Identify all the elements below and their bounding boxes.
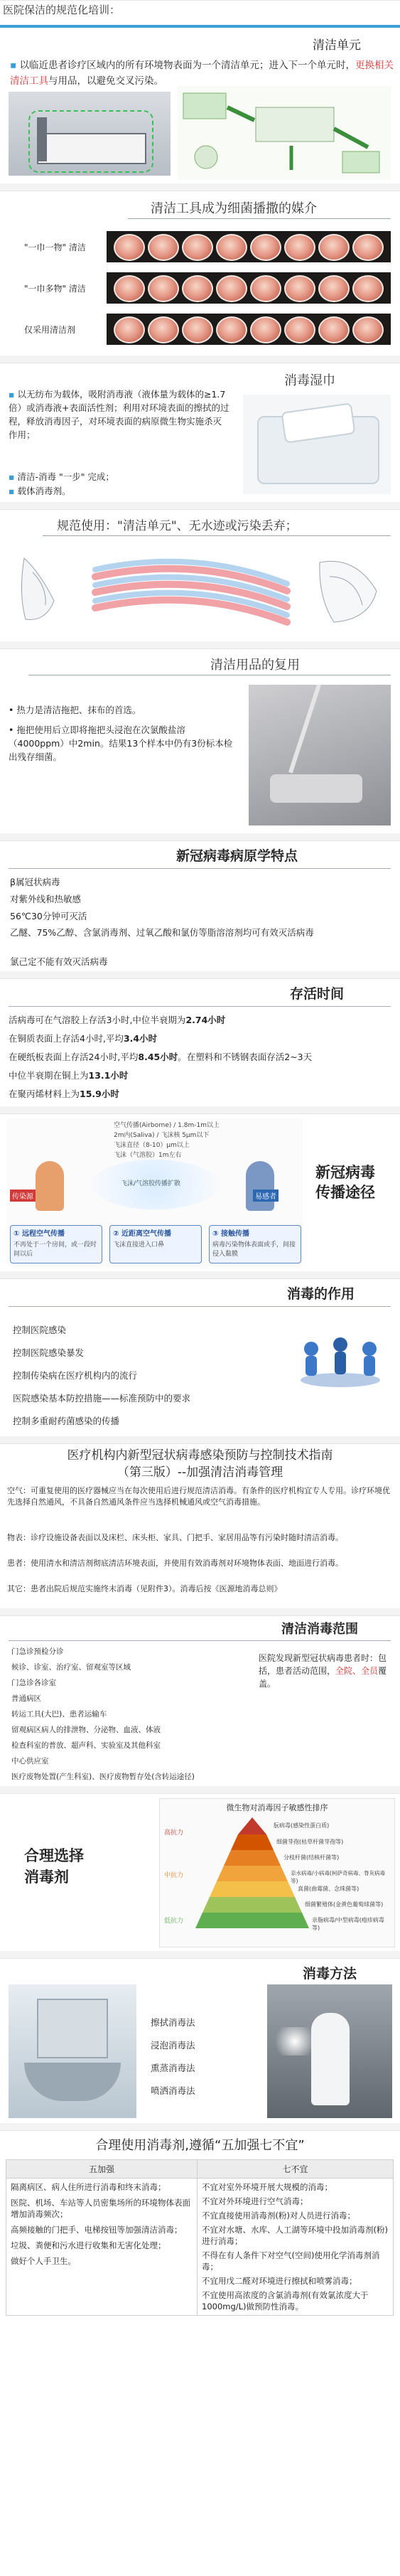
slide-underline — [9, 1306, 391, 1307]
slide-underline — [128, 218, 391, 219]
survival-line: 在聚丙烯材料上为15.9小时 — [9, 1089, 119, 1099]
scope-item: 检查科室的普放、超声科、实验室及其他科室 — [11, 1741, 161, 1750]
method-item: 熏蒸消毒法 — [151, 2063, 195, 2073]
separator — [0, 183, 400, 191]
level-label: 真菌(曲霉菌、念珠菌等) — [298, 1886, 360, 1892]
slide-title: 清洁用品的复用 — [210, 658, 300, 673]
col-header-five: 五加强 — [6, 2160, 198, 2179]
note-label: 飞沫直径（8-10）μm以上 — [114, 1142, 190, 1149]
meeting-people-icon — [290, 1330, 391, 1393]
slide-title: 存活时间 — [290, 986, 345, 1002]
cabinet-shape — [37, 1999, 108, 2058]
separator — [0, 1608, 400, 1615]
clean-unit-paragraph: ▪ 以临近患者诊疗区域内的所有环境物表面为一个清洁单元；进入下一个单元时，更换相关清洁工具与用品，以避免交叉污染。 — [10, 60, 394, 87]
spray-mist — [270, 2027, 320, 2056]
lab-equipment-photo — [9, 1984, 136, 2118]
petri-row-2 — [107, 272, 391, 304]
route-box-1: ① 远程空气传播 不再处于一个房间，或一段时间以后 — [10, 1225, 102, 1263]
slide-title: 消毒方法 — [303, 1966, 357, 1982]
slide-title: 消毒湿巾 — [284, 373, 335, 388]
diagram-title: 微生物对消毒因子敏感性排序 — [226, 1803, 328, 1812]
scope-item: 门急诊预检分诊 — [11, 1647, 64, 1656]
slide-five-seven — [0, 2130, 400, 2576]
dashed-zone — [28, 110, 153, 173]
guideline-point: 患者：使用清水和清洁剂彻底清洁环境表面，并使用有效消毒剂对环境物体表面、地面进行消毒。 — [7, 1559, 343, 1568]
note-label: 飞沫/气溶胶传播扩散 — [121, 1180, 181, 1187]
reuse-bullet-1: • 热力是清洁拖把、抹布的首选。 — [9, 705, 141, 715]
source-label: 传染源 — [10, 1190, 36, 1202]
separator — [0, 641, 400, 648]
mop-photo — [249, 685, 391, 825]
five-list: 隔离病区、病人住所进行消毒和终末消毒； 医院、机场、车站等人员密集场所的环境物体表面增加消毒频次； 高频接触的门把手、电梯按钮等加强清洁消毒； 垃圾、粪便和污水进行收集和无害化处理； 做好个人手卫生。 — [6, 2179, 198, 2316]
slide-title: 合理选择 消毒剂 — [24, 1847, 84, 1886]
slide-covid-etiology — [0, 840, 400, 972]
resistance-label: 低抗力 — [164, 1918, 184, 1925]
scope-item: 门急诊各诊室 — [11, 1679, 56, 1687]
slide-title: 新冠病毒病原学特点 — [176, 848, 298, 864]
scope-item: 候诊、诊室、治疗室、留观室等区域 — [11, 1663, 131, 1672]
slide-title: 清洁单元 — [313, 38, 361, 53]
transmission-diagram — [7, 1118, 303, 1266]
scope-item: 留观病区病人的排泄物、分泌物、血液、体液 — [11, 1726, 161, 1734]
hospital-bed-photo — [9, 92, 171, 176]
slide-underline — [9, 1006, 391, 1007]
note-label: 空气传播(Airborne) / 1.8m-1m以上 — [114, 1122, 220, 1129]
slide-disinfection-methods — [0, 1958, 400, 2124]
slide-title: 清洁工具成为细菌播撒的媒介 — [151, 201, 317, 216]
etiology-item: 56℃30分钟可灭活 — [10, 911, 87, 921]
guideline-point: 其它：患者出院后规范实施终末消毒（见附件3）。消毒后按《医源地消毒总则》 — [7, 1584, 282, 1593]
bullet-icon: • — [9, 705, 14, 715]
separator — [0, 1786, 400, 1793]
slide-disinfectant-wipes — [0, 363, 400, 503]
bullet-icon: ▪ — [9, 389, 15, 400]
col-header-seven: 七不宜 — [198, 2160, 394, 2179]
role-item: 控制传染病在医疗机构内的流行 — [13, 1370, 138, 1381]
sensitivity-diagram — [159, 1798, 395, 1947]
people-meeting-svg — [290, 1330, 391, 1393]
seven-list: 不宜对室外环境开展大规模的消毒； 不宜对外环境进行空气消毒； 不宜直接使用消毒剂(粉)对人员进行消毒； 不宜对水塘、水库、人工湖等环境中投加消毒剂(粉)进行消毒； 不得在有人条件下对空气(空间)使用化学消毒剂消毒； 不宜用戊二醛对环境进行擦拭和喷雾消毒； 不宜使用高浓度的含氯消毒剂(有效氯浓度大于1000mg/L)做预防性消毒。 — [198, 2179, 394, 2316]
clean-unit-diagram-svg — [178, 86, 391, 180]
separator — [0, 1436, 400, 1443]
role-item: 控制医院感染 — [13, 1325, 67, 1335]
bullet-icon: ▪ — [9, 486, 15, 496]
petri-row-1 — [107, 231, 391, 262]
etiology-item: 乙醚、75%乙醇、含氯消毒剂、过氧乙酸和氯仿等脂溶溶剂均可有效灭活病毒 — [10, 927, 314, 938]
row-label-one-cloth-one-item: "一巾一物" 清洁 — [24, 242, 86, 252]
basin-shape — [24, 2063, 121, 2101]
slide-cleaning-scope — [0, 1615, 400, 1787]
slide-heading: 医院保洁的规范化培训： — [3, 4, 121, 16]
survival-line: 在硬纸板表面上存活24小时,平均8.45小时。在塑料和不锈钢表面存活2~3天 — [9, 1052, 313, 1062]
separator — [0, 2123, 400, 2130]
separator — [0, 833, 400, 840]
separator — [0, 1951, 400, 1958]
route-box-3: ③ 接触传播 病毒污染物体表面或手，间接侵入黏膜 — [209, 1225, 301, 1263]
guideline-point: 物表：诊疗设施设备表面以及床栏、床头柜、家具、门把手、家居用品等有污染时随时清洁消毒。 — [7, 1533, 343, 1542]
slide-title: 医疗机构内新型冠状病毒感染预防与控制技术指南 （第三版）--加强清洁消毒管理 — [67, 1448, 333, 1480]
slide-standard-use — [0, 509, 400, 642]
bullet-icon: ▪ — [9, 471, 15, 482]
scope-item: 普通病区 — [11, 1694, 41, 1703]
target-label: 易感者 — [253, 1190, 279, 1202]
slide-title: 合理使用消毒剂,遵循“五加强七不宜” — [95, 2138, 305, 2153]
wiping-hand-illustration-1 — [11, 551, 71, 629]
mop-head — [270, 774, 362, 803]
method-item: 喷洒消毒法 — [151, 2085, 195, 2096]
clean-unit-diagram — [178, 86, 391, 180]
petri-row-3 — [107, 314, 391, 345]
source-person-icon — [36, 1161, 64, 1211]
separator — [0, 356, 400, 363]
note-label: 2m内(Saliva) / 飞沫核 5μm以下 — [114, 1132, 210, 1139]
red-highlight: 更换相关清洁工具 — [10, 60, 394, 87]
hand-wipe-icon — [306, 548, 391, 634]
role-item: 医院感染基本防控措施——标准预防中的要求 — [13, 1393, 191, 1404]
resistance-label: 中抗力 — [164, 1872, 184, 1879]
level-label: 分枝杆菌(结核杆菌等) — [283, 1854, 340, 1861]
method-item: 擦拭消毒法 — [151, 2017, 195, 2028]
wipes-paragraph-3: ▪ 载体消毒剂。 — [9, 486, 71, 496]
separator — [0, 1106, 400, 1113]
scope-item: 中心供应室 — [11, 1757, 49, 1765]
etiology-item: 对紫外线和热敏感 — [10, 894, 82, 904]
slide-reuse-supplies — [0, 648, 400, 834]
separator — [0, 971, 400, 978]
spraying-worker-photo — [267, 1984, 392, 2118]
level-label: 细菌繁殖体(金黄色葡萄球菌等) — [305, 1901, 384, 1908]
etiology-item: 氯己定不能有效灭活病毒 — [10, 956, 108, 967]
level-label: 细菌芽孢(枯草杆菌芽孢等) — [276, 1839, 344, 1845]
wipes-paragraph-2: ▪ 清洁-消毒 "一步" 完成； — [9, 471, 114, 482]
wiping-pattern-illustration — [88, 548, 293, 634]
mop-handle — [288, 685, 321, 774]
slide-survival-time — [0, 978, 400, 1107]
top-band — [0, 25, 400, 28]
separator — [0, 502, 400, 509]
slide-title: 新冠病毒 传播途径 — [315, 1164, 375, 1201]
slide-title: 消毒的作用 — [287, 1286, 355, 1302]
slide-transmission-routes — [0, 1113, 400, 1272]
slide-cleaning-tools-media — [0, 191, 400, 356]
scope-item: 医疗废物处置(产生科室)、医疗废物暂存处(含转运途径) — [11, 1773, 195, 1781]
resistance-label: 高抗力 — [164, 1829, 184, 1837]
note-label: 飞沫（气溶胶）1m左右 — [114, 1152, 182, 1159]
scope-item: 转运工具(大巴)、患者运输车 — [11, 1710, 107, 1719]
slide-underline — [43, 535, 391, 536]
row-label-one-cloth-many-items: "一巾多物" 清洁 — [24, 284, 86, 294]
role-item: 控制医院感染暴发 — [13, 1347, 85, 1358]
slide-choose-disinfectant — [0, 1793, 400, 1952]
bullet-icon: • — [9, 725, 14, 735]
wipes-package-image — [243, 395, 391, 494]
slide-underline — [9, 1640, 391, 1641]
method-item: 浸泡消毒法 — [151, 2040, 195, 2051]
route-box-2: ② 近距离空气传播 飞沫直接进入口鼻 — [109, 1225, 202, 1263]
target-person-icon — [246, 1161, 274, 1211]
slide-title: 规范使用："清洁单元"、无水迹或污染丢弃； — [57, 519, 298, 533]
wipes-paragraph-1: ▪ 以无纺布为载体，吸附消毒液（液体量为载体的≥1.7倍）或消毒液+表面活性剂；利用对环境表面的擦拭的过程，释放消毒因子，对环境表面的病原微生物实施杀灭作用； — [9, 389, 229, 440]
role-item: 控制多重耐药菌感染的传播 — [13, 1416, 120, 1426]
guideline-point: 空气：可重复使用的医疗器械应当在每次使用后进行规范清洁消毒。有条件的医疗机构宜专人专用。诊疗环境优先选择自然通风，不具备自然通风条件应当选择机械通风或空气消毒措施。 — [7, 1486, 390, 1507]
slide-guideline-v3 — [0, 1443, 400, 1609]
level-label: 朊病毒(感染性蛋白质) — [274, 1822, 330, 1829]
slide-role-of-disinfection — [0, 1278, 400, 1437]
survival-line: 活病毒可在气溶胶上存活3小时,中位半衰期为2.74小时 — [9, 1015, 226, 1025]
separator — [0, 1271, 400, 1278]
reuse-bullet-2: • 拖把使用后立即将拖把头浸泡在次氯酸盐溶（4000ppm）中2min。结果13个样本中仍有3份标本检出残存细菌。 — [9, 725, 233, 762]
etiology-item: β属冠状病毒 — [10, 877, 60, 887]
level-label: 亲水病毒/小病毒(柯萨奇病毒、脊灰病毒等) — [291, 1870, 385, 1884]
slide-clean-unit — [0, 0, 400, 184]
survival-line: 在铜质表面上存活4小时,平均3.4小时 — [9, 1033, 158, 1044]
slide-underline — [9, 868, 391, 869]
wiping-hand-illustration-2 — [306, 548, 391, 634]
bullet-icon: ▪ — [10, 60, 17, 71]
row-label-detergent-only: 仅采用清洁剂 — [24, 325, 76, 335]
stripe-pattern-svg — [88, 548, 293, 634]
hand-wipe-icon — [11, 551, 71, 629]
survival-line: 中位半衰期在铜上为13.1小时 — [9, 1070, 129, 1081]
slide-title: 清洁消毒范围 — [281, 1622, 358, 1637]
level-label: 亲脂病毒/中型病毒(疱疹病毒等) — [312, 1917, 384, 1931]
five-seven-table — [6, 2159, 394, 2316]
scope-highlight: 全院、全员 — [335, 1666, 379, 1676]
scope-note: 医院发现新型冠状病毒患者时：包括，患者活动范围，全院、全员覆盖。 — [259, 1653, 387, 1689]
